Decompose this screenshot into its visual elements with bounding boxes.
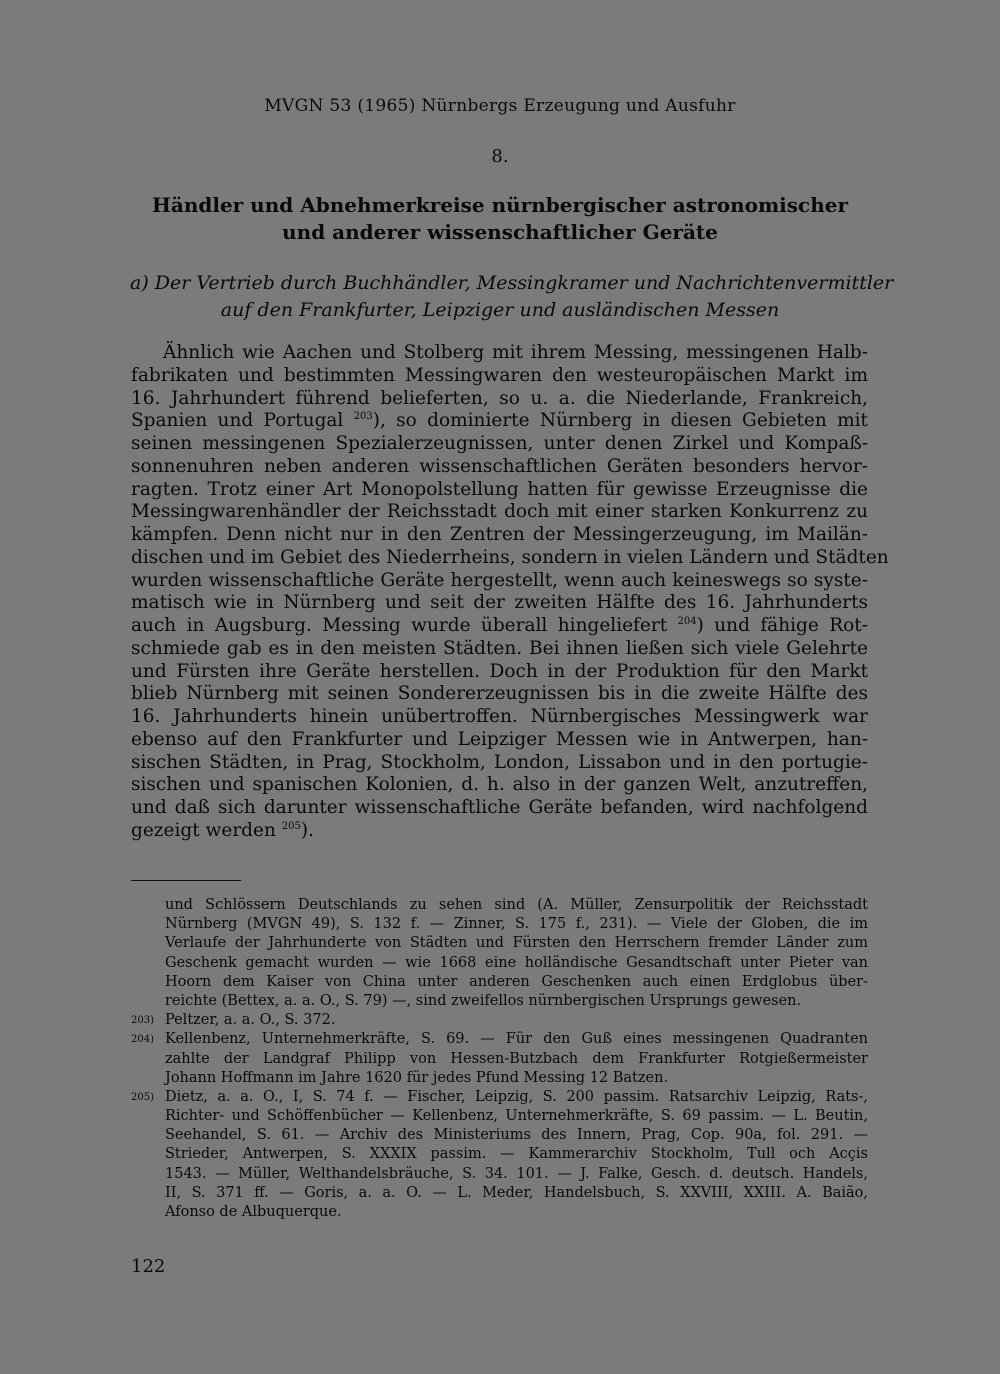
footnote-204 (131, 1030, 868, 1088)
body-text-fragment: ) und fähige Rot- (696, 615, 868, 636)
footnote-mark: 205) (131, 1091, 154, 1103)
body-line: 16. Jahrhundert führend belieferten, so u. a. die Niederlande, Frankreich, (131, 387, 868, 409)
chapter-title-line: und anderer wissenschaftlicher Geräte (282, 220, 718, 244)
body-line (131, 410, 868, 433)
footnote-continued (131, 896, 868, 1011)
footnote-line: Kellenbenz, Unternehmerkräfte, S. 69. — Für den Guß eines messingenen Quadranten (165, 1031, 868, 1048)
chapter-title (150, 192, 850, 246)
footnote-mark: 204) (131, 1034, 154, 1046)
footnote-separator (131, 880, 241, 881)
body-line (131, 820, 868, 843)
footnote-ref-203: 203 (353, 411, 373, 423)
body-line: dischen und im Gebiet des Niederrheins, sondern in vielen Ländern und Städten (131, 546, 889, 568)
subtitle-line: a) Der Vertrieb durch Buchhändler, Messingkramer und Nachrichtenvermittler (130, 272, 894, 294)
body-line: und daß sich darunter wissenschaftliche Geräte befanden, wird nachfolgend (131, 797, 868, 818)
footnote-205 (131, 1088, 868, 1222)
footnote-line: Verlaufe der Jahrhunderte von Städten und Fürsten den Herrschern fremder Länder zum (165, 935, 868, 952)
body-line: ebenso auf den Frankfurter und Leipziger Messen wie in Antwerpen, han- (131, 728, 868, 750)
body-line: fabrikaten und bestimmten Messingwaren den westeuropäischen Markt im (131, 364, 868, 386)
body-line: sischen und spanischen Kolonien, d. h. also in der ganzen Welt, anzutreffen, (131, 774, 868, 796)
footnote-mark: 203) (131, 1015, 154, 1027)
subtitle-line: auf den Frankfurter, Leipziger und ausländischen Messen (220, 299, 780, 321)
body-text-fragment: ). (300, 819, 314, 841)
body-line: blieb Nürnberg mit seinen Sondererzeugnissen bis in die zweite Hälfte des (131, 683, 868, 705)
body-line: sonnenuhren neben anderen wissenschaftlichen Geräten besonders hervor- (131, 455, 868, 477)
footnote-line: Dietz, a. a. O., I, S. 74 f. — Fischer, Leipzig, S. 200 passim. Ratsarchiv Leipzig, Rats-, (165, 1088, 868, 1105)
footnote-line: Strieder, Antwerpen, S. XXXIX passim. — Kammerarchiv Stockholm, Tull och Acçis (165, 1146, 868, 1163)
footnote-line: reichte (Bettex, a. a. O., S. 79) —, sind zweifellos nürnbergischen Ursprungs gewesen. (165, 992, 802, 1009)
footnote-ref-205: 205 (281, 820, 301, 832)
body-line: 16. Jahrhunderts hinein unübertroffen. Nürnbergisches Messingwerk war (131, 706, 868, 727)
body-line: seinen messingenen Spezialerzeugnissen, unter denen Zirkel und Kompaß- (131, 433, 868, 454)
body-line: matisch wie in Nürnberg und seit der zweiten Hälfte des 16. Jahrhunderts (131, 592, 868, 614)
footnote-line: Richter- und Schöffenbücher — Kellenbenz, Unternehmerkräfte, S. 69 passim. — L. Beutin, (165, 1108, 868, 1125)
page-number: 122 (131, 1256, 166, 1277)
footnote-ref-204: 204 (677, 615, 697, 627)
footnote-line: und Schlössern Deutschlands zu sehen sind (A. Müller, Zensurpolitik der Reichsstadt (165, 897, 868, 913)
footnote-line: Hoorn dem Kaiser von China unter anderen Geschenken auch einen Erdglobus über- (165, 973, 868, 990)
body-text-fragment: auch in Augsburg. Messing wurde überall hingeliefert (131, 615, 668, 636)
body-line: Messingwarenhändler der Reichsstadt doch mit einer starken Konkurrenz zu (131, 501, 868, 523)
body-paragraph (131, 342, 889, 843)
footnote-line: Peltzer, a. a. O., S. 372. (165, 1012, 336, 1029)
running-head: MVGN 53 (1965) Nürnbergs Erzeugung und Ausfuhr (264, 96, 736, 116)
footnote-line: zahlte der Landgraf Philipp von Hessen-Butzbach dem Frankfurter Rotgießermeister (165, 1050, 868, 1067)
body-line: und Fürsten ihre Geräte herstellen. Doch in der Produktion für den Markt (131, 660, 868, 682)
footnote-line: Afonso de Albuquerque. (165, 1204, 342, 1220)
body-text-fragment: Spanien und Portugal (131, 410, 344, 432)
section-subtitle (130, 270, 894, 324)
footnote-line: Johann Hoffmann im Jahre 1620 für jedes Pfund Messing 12 Batzen. (165, 1069, 669, 1086)
footnote-203 (131, 1011, 868, 1030)
body-line: wurden wissenschaftliche Geräte hergestellt, wenn auch keineswegs so syste- (131, 569, 868, 591)
body-text-fragment: gezeigt werden (131, 819, 276, 841)
body-line: kämpfen. Denn nicht nur in den Zentren der Messingerzeugung, im Mailän- (131, 524, 868, 545)
footnotes (131, 896, 868, 1222)
footnote-line: Seehandel, S. 61. — Archiv des Ministeriums des Innern, Prag, Cop. 90a, fol. 291. — (165, 1127, 868, 1144)
body-line (131, 615, 868, 638)
footnote-line: II, S. 371 ff. — Goris, a. a. O. — L. Meder, Handelsbuch, S. XXVIII, XXIII. A. Baião, (165, 1184, 868, 1201)
section-number: 8. (491, 146, 509, 167)
body-line: schmiede gab es in den meisten Städten. Bei ihnen ließen sich viele Gelehrte (131, 637, 868, 659)
body-line: Ähnlich wie Aachen und Stolberg mit ihrem Messing, messingenen Halb- (163, 342, 868, 363)
footnote-line: Nürnberg (MVGN 49), S. 132 f. — Zinner, S. 175 f., 231). — Viele der Globen, die im (165, 916, 868, 933)
body-line: ragten. Trotz einer Art Monopolstellung hatten für gewisse Erzeugnisse die (131, 478, 868, 500)
chapter-title-line: Händler und Abnehmerkreise nürnbergischer astronomischer (151, 193, 849, 217)
footnote-line: Geschenk gemacht wurden — wie 1668 eine holländische Gesandtschaft unter Pieter van (165, 954, 868, 971)
footnote-line: 1543. — Müller, Welthandelsbräuche, S. 34. 101. — J. Falke, Gesch. d. deutsch. Handels, (165, 1165, 868, 1182)
body-line: sischen Städten, in Prag, Stockholm, London, Lissabon und in den portugie- (131, 751, 868, 773)
body-text-fragment: ), so dominierte Nürnberg in diesen Gebieten mit (372, 410, 868, 432)
